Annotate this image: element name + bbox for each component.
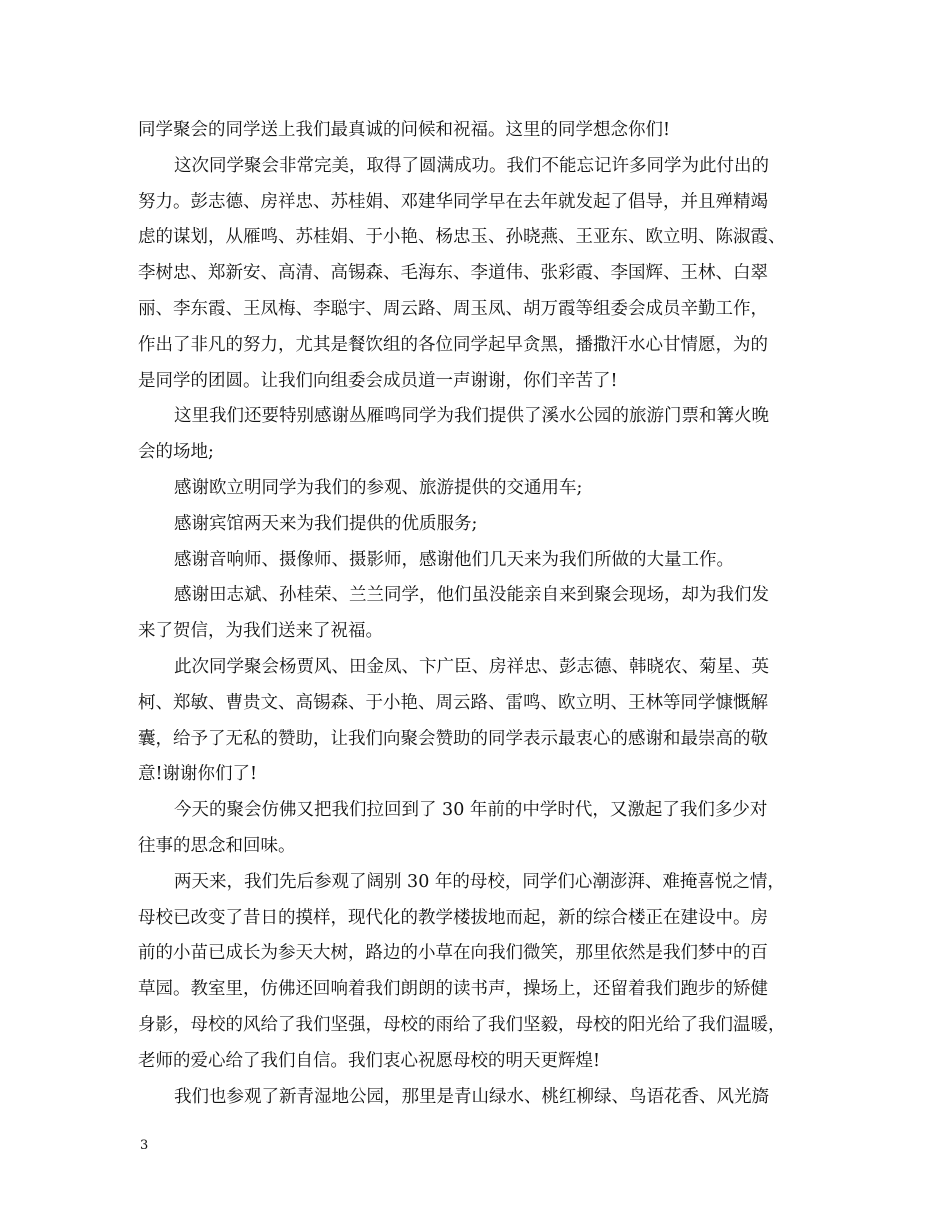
text-line: 虑的谋划，从雁鸣、苏桂娟、于小艳、杨忠玉、孙晓燕、王亚东、欧立明、陈淑霞、 bbox=[138, 227, 786, 248]
text-line: 前的小苗已成长为参天大树，路边的小草在向我们微笑，那里依然是我们梦中的百 bbox=[138, 943, 768, 964]
text-line: 感谢音响师、摄像师、摄影师，感谢他们几天来为我们所做的大量工作。 bbox=[174, 549, 734, 570]
text-line: 往事的思念和回味。 bbox=[138, 835, 296, 856]
text-line: 母校已改变了昔日的摸样，现代化的教学楼拔地而起，新的综合楼正在建设中。房 bbox=[138, 907, 768, 928]
text-line: 两天来，我们先后参观了阔别 30 年的母校，同学们心潮澎湃、难掩喜悦之情， bbox=[174, 871, 785, 892]
text-line: 这里我们还要特别感谢丛雁鸣同学为我们提供了溪水公园的旅游门票和篝火晚 bbox=[174, 406, 769, 427]
text-line: 草园。教室里，仿佛还回响着我们朗朗的读书声，操场上，还留着我们跑步的矫健 bbox=[138, 979, 768, 1000]
text-line: 同学聚会的同学送上我们最真诚的问候和祝福。这里的同学想念你们! bbox=[138, 120, 671, 140]
text-line: 囊，给予了无私的赞助，让我们向聚会赞助的同学表示最衷心的感谢和最崇高的敬 bbox=[138, 728, 768, 749]
page-number: 3 bbox=[140, 1138, 149, 1153]
text-line: 今天的聚会仿佛又把我们拉回到了 30 年前的中学时代，又激起了我们多少对 bbox=[174, 800, 768, 821]
text-line: 柯、郑敏、曹贵文、高锡森、于小艳、周云路、雷鸣、欧立明、王林等同学慷慨解 bbox=[138, 692, 768, 713]
text-line: 身影，母校的风给了我们坚强，母校的雨给了我们坚毅，母校的阳光给了我们温暖， bbox=[138, 1014, 786, 1035]
text-line: 李树忠、郑新安、高清、高锡森、毛海东、李道伟、张彩霞、李国辉、王林、白翠 bbox=[138, 263, 768, 284]
text-line: 此次同学聚会杨贾风、田金凤、卞广臣、房祥忠、彭志德、韩晓农、菊星、英 bbox=[174, 656, 769, 677]
text-line: 我们也参观了新青湿地公园，那里是青山绿水、桃红柳绿、鸟语花香、风光旖 bbox=[174, 1086, 769, 1107]
text-line: 感谢宾馆两天来为我们提供的优质服务; bbox=[174, 513, 478, 534]
text-line: 老师的爱心给了我们自信。我们衷心祝愿母校的明天更辉煌! bbox=[138, 1050, 601, 1071]
text-line: 意!谢谢你们了! bbox=[138, 764, 258, 785]
text-line: 是同学的团圆。让我们向组委会成员道一声谢谢，你们辛苦了! bbox=[138, 370, 618, 391]
text-line: 作出了非凡的努力，尤其是餐饮组的各位同学起早贪黑，播撒汗水心甘情愿，为的 bbox=[138, 334, 768, 355]
text-line: 感谢田志斌、孙桂荣、兰兰同学，他们虽没能亲自来到聚会现场，却为我们发 bbox=[174, 585, 769, 606]
text-line: 感谢欧立明同学为我们的参观、旅游提供的交通用车; bbox=[174, 477, 583, 498]
text-line: 来了贺信，为我们送来了祝福。 bbox=[138, 621, 383, 642]
document-body bbox=[138, 113, 828, 1115]
text-line: 努力。彭志德、房祥忠、苏桂娟、邓建华同学早在去年就发起了倡导，并且殚精竭 bbox=[138, 191, 768, 212]
text-line: 会的场地; bbox=[138, 442, 214, 463]
text-line: 丽、李东霞、王凤梅、李聪宇、周云路、周玉凤、胡万霞等组委会成员辛勤工作， bbox=[138, 298, 768, 319]
text-line: 这次同学聚会非常完美，取得了圆满成功。我们不能忘记许多同学为此付出的 bbox=[174, 155, 769, 176]
